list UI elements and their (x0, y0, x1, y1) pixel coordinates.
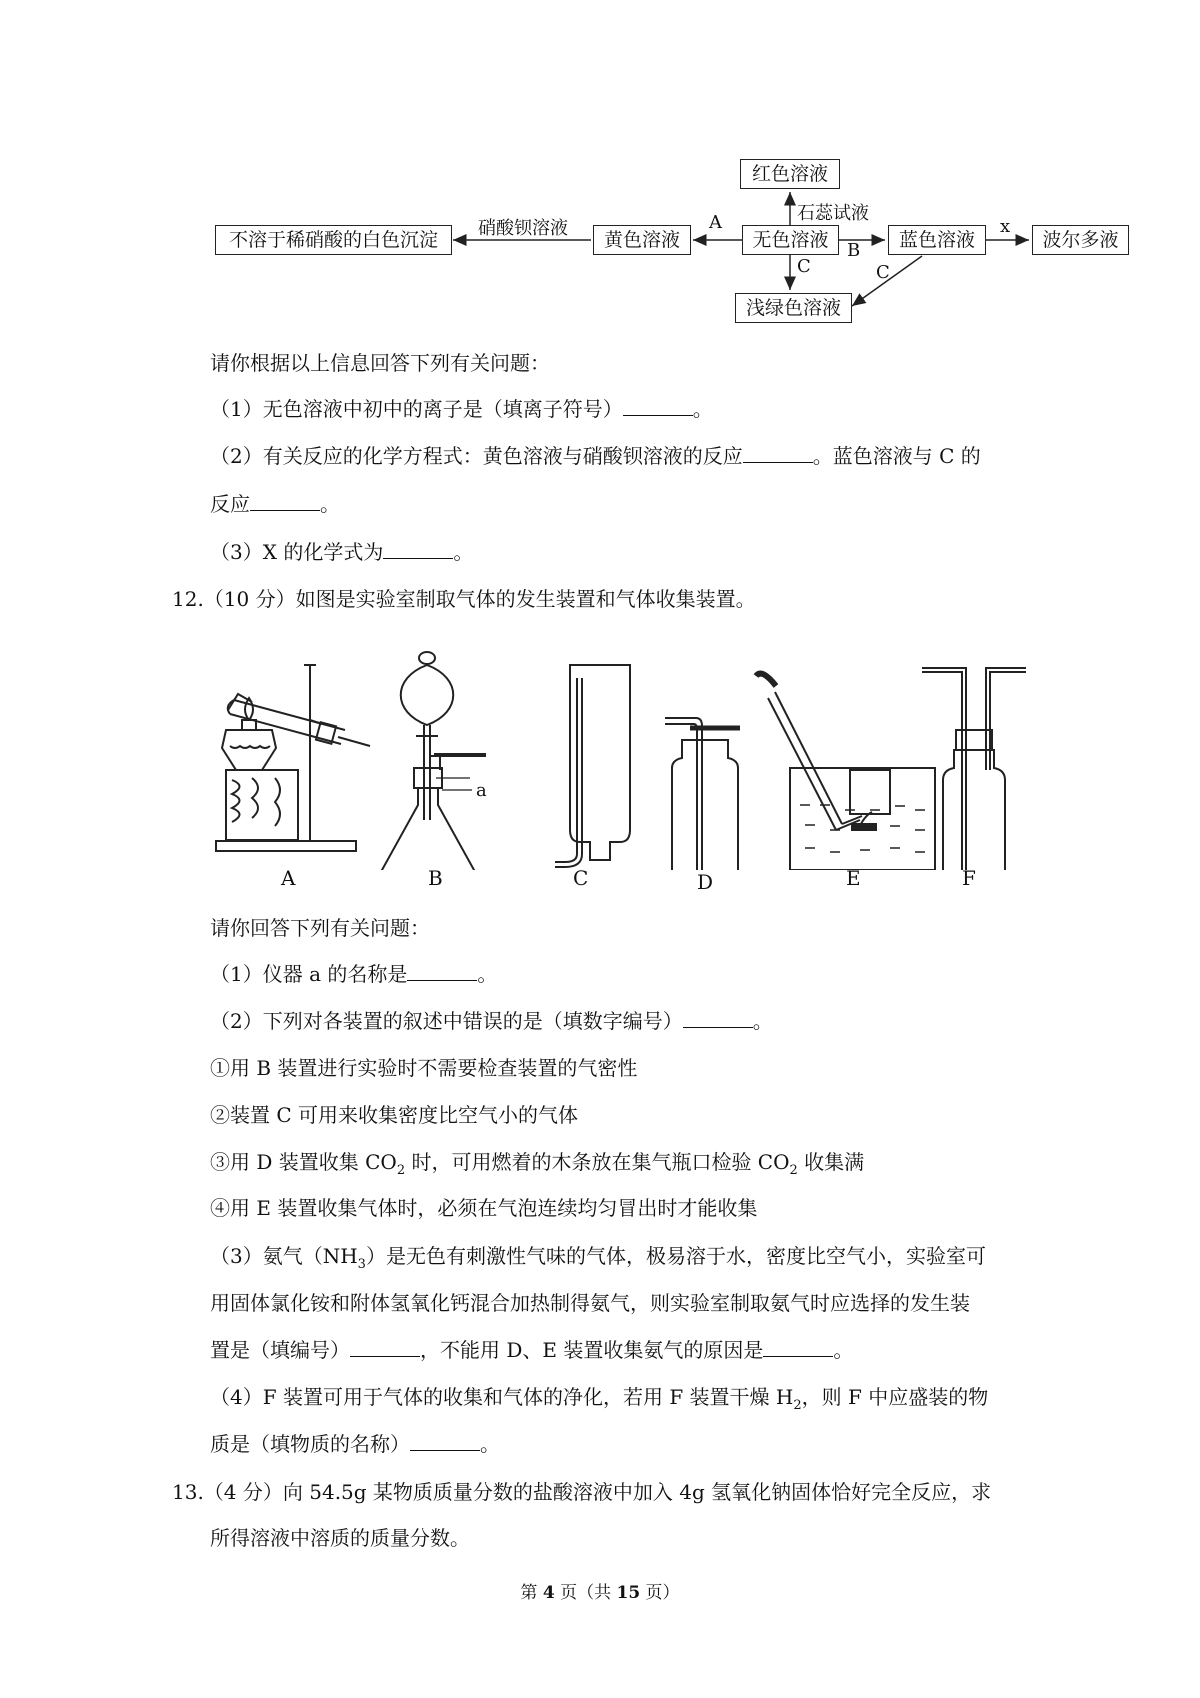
page-total: 15 (616, 1583, 641, 1603)
answer-blank[interactable] (743, 444, 813, 463)
answer-blank[interactable] (350, 1338, 420, 1357)
q13-line1: 13.（4 分）向 54.5g 某物质质量分数的盐酸溶液中加入 4g 氢氧化钠固体恰好完全反应，求 (172, 1480, 992, 1504)
apparatus-label-c: C (573, 866, 589, 890)
q12-part4-line1: （4）F 装置可用于气体的收集和气体的净化，若用 F 装置干燥 $H_2$，则 F 中应盛装的物 (210, 1385, 989, 1413)
answer-blank[interactable] (383, 540, 453, 559)
answer-blank[interactable] (250, 492, 320, 511)
answer-blank[interactable] (763, 1338, 833, 1357)
answer-blank[interactable] (407, 962, 477, 981)
q11-part3: （3）X 的化学式为 。 (210, 540, 474, 564)
q12-title: 12.（10 分）如图是实验室制取气体的发生装置和气体收集装置。 (172, 587, 756, 611)
box-yellow-solution: 黄色溶液 (593, 225, 691, 255)
q12-part3-line2: 用固体氯化铵和附体氢氧化钙混合加热制得氨气，则实验室制取氨气时应选择的发生装 (210, 1291, 970, 1315)
q12-option2: ②装置 C 可用来收集密度比空气小的气体 (210, 1103, 579, 1127)
label-instrument-a: a (476, 780, 487, 801)
label-x: x (1000, 216, 1011, 237)
q12-part3-line1: （3）氨气$(NH_3)$是无色有刺激性气味的气体，极易溶于水，密度比空气小，实验室可 (210, 1244, 986, 1272)
box-red-solution: 红色溶液 (740, 159, 840, 189)
box-lightgreen-solution: 浅绿色溶液 (735, 293, 852, 323)
q12-intro: 请你回答下列有关问题： (210, 916, 430, 940)
q12-part1: （1）仪器 a 的名称是 。 (210, 962, 498, 986)
box-blue-solution: 蓝色溶液 (888, 225, 986, 255)
label-c-diag: C (876, 262, 890, 283)
apparatus-c-upward-displacement (555, 665, 630, 867)
label-c-down: C (797, 256, 811, 277)
apparatus-d-downward-displacement (665, 718, 740, 870)
apparatus-figure (0, 620, 1200, 870)
q12-option1: ①用 B 装置进行实验时不需要检查装置的气密性 (210, 1056, 638, 1080)
q13-line2: 所得溶液中溶质的质量分数。 (210, 1526, 470, 1550)
apparatus-label-d: D (697, 870, 714, 894)
page-number: 4 (542, 1583, 555, 1603)
apparatus-a-heating (216, 665, 370, 851)
q11-part2a: （2）有关反应的化学方程式：黄色溶液与硝酸钡溶液的反应 。蓝色溶液与 C 的 (210, 444, 981, 468)
box-white-precipitate: 不溶于稀硝酸的白色沉淀 (215, 225, 452, 255)
apparatus-label-f: F (962, 866, 976, 890)
box-colorless-solution: 无色溶液 (742, 225, 839, 255)
q12-option3: ③用 D 装置收集 $CO_2$ 时，可用燃着的木条放在集气瓶口检验 $CO_2$ 收集满 (210, 1150, 865, 1178)
label-barium-nitrate: 硝酸钡溶液 (478, 218, 568, 239)
answer-blank[interactable] (623, 397, 693, 416)
apparatus-label-b: B (428, 866, 443, 890)
q12-option4: ④用 E 装置收集气体时，必须在气泡连续均匀冒出时才能收集 (210, 1196, 758, 1220)
apparatus-f-wash-bottle (922, 668, 1026, 870)
label-b: B (847, 240, 861, 261)
box-bordeaux-mixture: 波尔多液 (1032, 225, 1129, 255)
q11-part1: （1）无色溶液中初中的离子是（填离子符号） 。 (210, 397, 713, 421)
q11-part2b: 反应 。 (210, 492, 340, 516)
answer-blank[interactable] (683, 1009, 753, 1028)
label-litmus: 石蕊试液 (797, 203, 869, 224)
answer-blank[interactable] (410, 1432, 480, 1451)
q12-part4-line2: 质是（填物质的名称） 。 (210, 1432, 500, 1456)
apparatus-b-flask (372, 652, 486, 870)
q11-intro: 请你根据以上信息回答下列有关问题： (210, 351, 550, 375)
apparatus-label-e: E (846, 866, 861, 890)
q12-part2: （2）下列对各装置的叙述中错误的是（填数字编号） 。 (210, 1009, 773, 1033)
q12-part3-line3: 置是（填编号） ，不能用 D、E 装置收集氨气的原因是 。 (210, 1338, 854, 1362)
label-a: A (709, 212, 722, 233)
flow-arrows (0, 0, 1200, 330)
apparatus-label-a: A (281, 866, 296, 890)
apparatus-e-water-collection (756, 674, 935, 870)
page-footer: 第 4 页（共 15 页） (520, 1583, 680, 1603)
